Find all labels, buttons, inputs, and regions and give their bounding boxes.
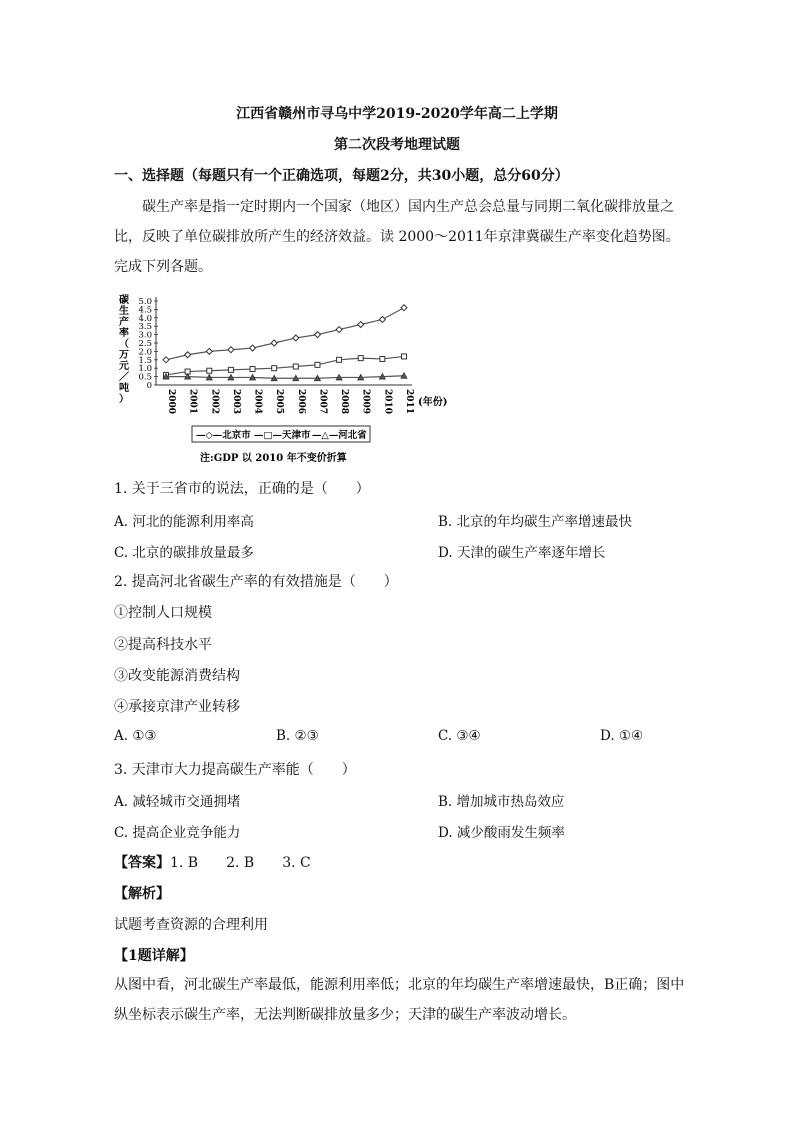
- y-tick-label: 2.0: [138, 347, 152, 358]
- q3-option-a[interactable]: A. 减轻城市交通拥堵: [114, 794, 241, 810]
- chart-note: 注:GDP 以 2010 年不变价折算: [200, 453, 347, 464]
- series-triangle: [163, 373, 407, 381]
- q2-option-d[interactable]: D. ①④: [600, 728, 644, 744]
- data-point: [314, 332, 320, 338]
- data-point: [358, 356, 363, 361]
- data-point: [358, 322, 364, 328]
- y-tick-label: 4.0: [138, 313, 152, 324]
- q3-option-d[interactable]: D. 减少酸雨发生频率: [438, 825, 565, 841]
- q2-option-a[interactable]: A. ①③: [114, 728, 157, 744]
- chart-svg: [114, 293, 454, 473]
- y-axis-label-char: 元: [119, 361, 129, 372]
- y-tick-labels: [138, 297, 158, 391]
- q2-item-1: ①控制人口规模: [114, 605, 212, 621]
- x-tick-label: 2001: [187, 389, 198, 415]
- data-point: [336, 327, 342, 333]
- y-tick-label: 4.5: [138, 305, 152, 316]
- document-subtitle: 第二次段考地理试题: [334, 137, 460, 153]
- section-heading: 一、选择题（每题只有一个正确选项，每题2分，共30小题，总分60分）: [114, 168, 569, 184]
- y-tick-label: 2.5: [138, 339, 152, 349]
- x-tick-label: 2002: [209, 389, 220, 415]
- data-point: [379, 316, 385, 322]
- y-axis-label-group: [119, 293, 129, 405]
- analysis-text: 试题考查资源的合理利用: [114, 917, 268, 933]
- data-point: [293, 364, 298, 369]
- data-point: [185, 352, 191, 358]
- data-point: [163, 357, 169, 363]
- data-point: [206, 348, 212, 354]
- q1-option-b[interactable]: B. 北京的年均碳生产率增速最快: [438, 514, 633, 530]
- y-tick-label: 3.5: [138, 322, 152, 333]
- legend-entry: —◇—北京市: [196, 430, 251, 441]
- y-axis-label-char: 产: [119, 317, 129, 328]
- data-point: [228, 367, 233, 372]
- series-square: [164, 354, 407, 377]
- x-tick-label: 2006: [295, 389, 306, 415]
- y-axis-label-char: 吨: [119, 383, 129, 394]
- y-tick-label: 3.0: [138, 330, 152, 341]
- q1-option-a[interactable]: A. 河北的能源利用率高: [114, 514, 254, 530]
- x-tick-label: 2011: [404, 389, 414, 415]
- data-point: [250, 345, 256, 351]
- intro-paragraph: 碳生产率是指一定时期内一个国家（地区）国内生产总会总量与同期二氧化碳排放量之比，反映了单位碳排放所产生的经济效益。读 2000～2011年京津冀碳生产率变化趋势图。完成下列各题。: [114, 199, 680, 275]
- q3-option-b[interactable]: B. 增加城市热岛效应: [438, 794, 565, 810]
- y-tick-label: 1.5: [138, 355, 152, 366]
- answer-label: 【答案】: [114, 855, 170, 871]
- y-axis-label-char: 万: [119, 350, 129, 361]
- x-tick-label: 2004: [252, 389, 263, 415]
- question-1-stem: 1. 关于三省市的说法，正确的是（ ）: [114, 481, 370, 497]
- analysis-label: 【解析】: [114, 886, 170, 902]
- x-tick-labels: [166, 389, 414, 414]
- legend-entry: —□—天津市: [254, 430, 311, 441]
- q2-item-2: ②提高科技水平: [114, 637, 212, 653]
- x-tick-label: 2009: [360, 389, 371, 415]
- y-axis-label-char: 碳: [119, 295, 129, 306]
- data-point: [402, 354, 407, 359]
- y-tick-label: 0.5: [138, 372, 152, 383]
- question-3-stem: 3. 天津市大力提高碳生产率能（ ）: [114, 762, 356, 778]
- analysis-detail-label: 【1题详解】: [114, 948, 194, 964]
- x-tick-label: 2008: [339, 389, 350, 415]
- y-axis-label-char: 生: [119, 306, 129, 317]
- answer-text: 1. B 2. B 3. C: [170, 855, 311, 871]
- question-2-stem: 2. 提高河北省碳生产率的有效措施是（ ）: [114, 574, 398, 590]
- x-tick-label: 2007: [317, 389, 328, 415]
- x-tick-label: 2000: [166, 389, 176, 415]
- data-point: [271, 340, 277, 346]
- data-point: [272, 366, 277, 371]
- q2-item-4: ④承接京津产业转移: [114, 699, 240, 715]
- x-tick-label: 2010: [382, 389, 393, 415]
- legend: [196, 429, 367, 441]
- series-diamond: [163, 305, 407, 363]
- y-tick-label: 5.0: [138, 297, 152, 307]
- data-point: [380, 356, 385, 361]
- data-point: [228, 347, 234, 353]
- q3-option-c[interactable]: C. 提高企业竞争能力: [114, 825, 241, 841]
- y-tick-label: 1.0: [138, 364, 152, 375]
- carbon-productivity-chart: [114, 293, 454, 473]
- y-axis-label-char: 率: [119, 328, 129, 339]
- x-tick-label: 2005: [274, 389, 285, 415]
- x-tick-label: 2003: [230, 389, 241, 415]
- q1-option-d[interactable]: D. 天津的碳生产率逐年增长: [438, 545, 606, 561]
- series-line: [166, 356, 404, 374]
- series-line: [166, 376, 404, 379]
- analysis-detail-text: 从图中看，河北碳生产率最低，能源利用率低；北京的年均碳生产率增速最快，B正确；图中纵坐标表示碳生产率，无法判断碳排放量多少；天津的碳生产率波动增长。: [114, 977, 685, 1023]
- data-point: [401, 305, 407, 311]
- q2-option-c[interactable]: C. ③④: [438, 728, 481, 744]
- y-axis-label-char: ／: [119, 372, 129, 383]
- y-tick-label: 0: [146, 381, 152, 391]
- answer-line: [114, 852, 311, 872]
- series-line: [166, 308, 404, 360]
- data-point: [315, 362, 320, 367]
- x-axis-label: (年份): [418, 397, 448, 408]
- data-point: [250, 367, 255, 372]
- y-axis-label-char: （: [119, 339, 129, 350]
- y-axis-label-char: ）: [119, 394, 129, 405]
- document-title: 江西省赣州市寻乌中学2019-2020学年高二上学期: [236, 106, 558, 122]
- q2-option-b[interactable]: B. ②③: [276, 728, 319, 744]
- q1-option-c[interactable]: C. 北京的碳排放量最多: [114, 545, 254, 561]
- q2-item-3: ③改变能源消费结构: [114, 668, 240, 684]
- data-point: [337, 357, 342, 362]
- data-point: [293, 335, 299, 341]
- series-group: [163, 305, 407, 381]
- data-point: [207, 368, 212, 373]
- legend-entry: —△—河北省: [312, 430, 367, 441]
